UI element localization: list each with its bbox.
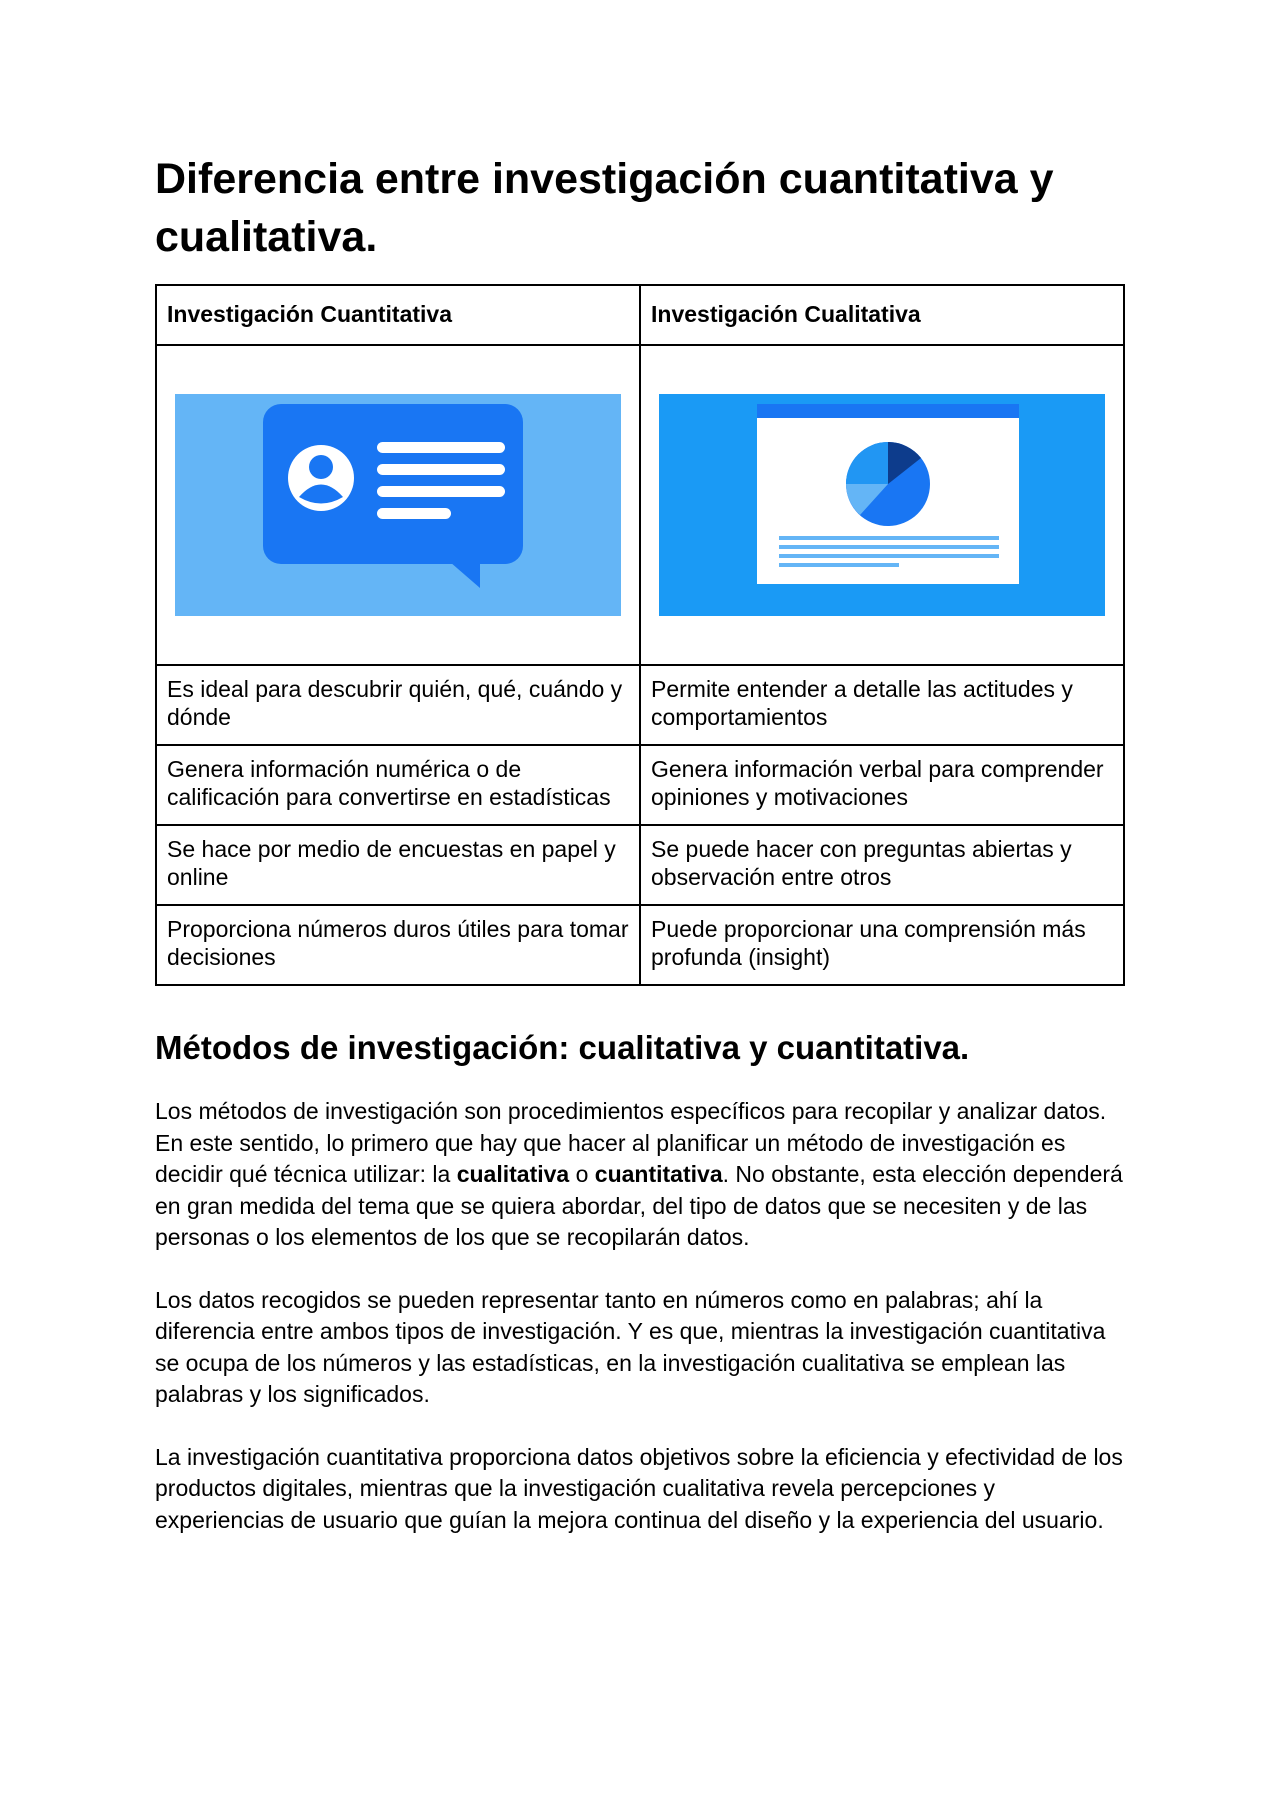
table-image-row (156, 345, 1124, 665)
table-row (156, 665, 1124, 745)
paragraph-1-part-3: . No obstante, esta elección dependerá en gran medida del tema que se quiera abordar, del tipo de datos que se necesiten y de las personas o los elementos de los que se recopilarán datos. (155, 1161, 1123, 1250)
table-cell: Se puede hacer con preguntas abiertas y observación entre otros (640, 825, 1124, 905)
header-qualitative: Investigación Cualitativa (640, 285, 1124, 345)
paragraph-2: Los datos recogidos se pueden representar tanto en números como en palabras; ahí la diferencia entre ambos tipos de investigación. Y es que, mientras la investigación cuantitativa se ocupa de los números y las estadísticas, en la investigación cualitativa se emplean las palabras y los significados. (155, 1286, 1106, 1407)
table-cell: Genera información numérica o de calificación para convertirse en estadísticas (156, 745, 640, 825)
table-row (156, 825, 1124, 905)
profile-message-illustration (175, 394, 621, 616)
bold-term-qualitative: cualitativa (456, 1161, 570, 1187)
table-cell: Proporciona números duros útiles para tomar decisiones (156, 905, 640, 985)
paragraph-1 (155, 1096, 1125, 1254)
table-cell: Se hace por medio de encuestas en papel y online (156, 825, 640, 905)
comparison-table (155, 284, 1125, 986)
table-cell: Permite entender a detalle las actitudes y comportamientos (640, 665, 1124, 745)
paragraph-3: La investigación cuantitativa proporciona datos objetivos sobre la eficiencia y efectividad de los productos digitales, mientras que la investigación cualitativa revela percepciones y experiencias de usuario que guían la mejora continua del diseño y la experiencia del usuario. (155, 1443, 1123, 1533)
table-cell: Es ideal para descubrir quién, qué, cuándo y dónde (156, 665, 640, 745)
document-content (155, 150, 1125, 1536)
paragraph-1-part-2: o (569, 1161, 595, 1187)
page-title: Diferencia entre investigación cuantitativa y cualitativa. (155, 155, 1054, 261)
table-cell: Genera información verbal para comprender opiniones y motivaciones (640, 745, 1124, 825)
image-cell-quantitative (156, 345, 640, 665)
image-cell-qualitative (640, 345, 1124, 665)
header-quantitative: Investigación Cuantitativa (156, 285, 640, 345)
table-row (156, 905, 1124, 985)
table-row (156, 745, 1124, 825)
table-header-row (156, 285, 1124, 345)
paragraph-1-part-1: Los métodos de investigación son procedimientos específicos para recopilar y analizar datos. En este sentido, lo primero que hay que hacer al planificar un método de investigación es decidir qué técnica utilizar: la (155, 1098, 1107, 1187)
table-cell: Puede proporcionar una comprensión más profunda (insight) (640, 905, 1124, 985)
bold-term-quantitative: cuantitativa (594, 1161, 723, 1187)
section-heading: Métodos de investigación: cualitativa y cuantitativa. (155, 1029, 970, 1066)
report-pie-chart-illustration (659, 394, 1105, 616)
